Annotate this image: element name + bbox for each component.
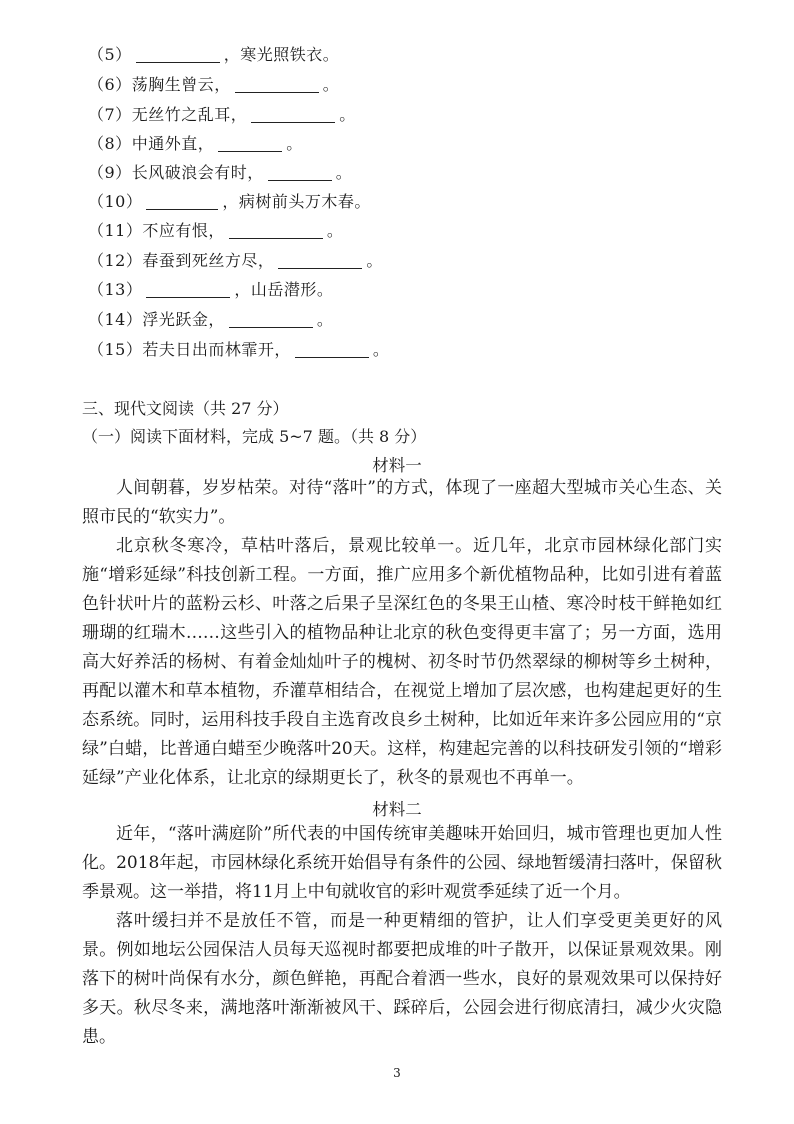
paragraph: 落叶缓扫并不是放任不管，而是一种更精细的管护，让人们享受更美更好的风景。例如地坛公园保洁人员每天巡视时都要把成堆的叶子散开，以保证景观效果。刚落下的树叶尚保有水分，颜色鲜艳，再配合着洒一些水，良好的景观效果可以保持好多天。秋尽冬来，满地落叶渐渐被风干、踩碎后，公园会进行彻底清扫，减少火灾隐患。: [82, 911, 722, 1047]
item-number: （14）: [88, 310, 143, 329]
fill-blank-15: （15）若夫日出而林霏开， 。: [88, 340, 390, 359]
paragraph: 北京秋冬寒冷，草枯叶落后，景观比较单一。近几年，北京市园林绿化部门实施“增彩延绿”科技创新工程。一方面，推广应用多个新优植物品种，比如引进有着蓝色针状叶片的蓝粉云杉、叶落之后果子呈深红色的冬果王山楂、寒冷时枝干鲜艳如红珊瑚的红瑞木……这些引入的植物品种让北京的秋色变得更丰富了；另一方面，选用高大好养活的杨树、有着金灿灿叶子的槐树、初冬时节仍然翠绿的柳树等乡土树种，再配以灌木和草本植物，乔灌草相结合，在视觉上增加了层次感，也构建起更好的生态系统。同时，运用科技手段自主选育改良乡土树种，比如近年来许多公园应用的“京绿”白蜡，比普通白蜡至少晚落叶20天。这样，构建起完善的以科技研发引领的“增彩延绿”产业化体系，让北京的绿期更长了，秋冬的景观也不再单一。: [82, 536, 722, 788]
answer-blank[interactable]: [295, 356, 369, 358]
answer-blank[interactable]: [278, 267, 362, 269]
answer-blank[interactable]: [146, 208, 218, 210]
answer-blank[interactable]: [218, 150, 282, 152]
item-number: （8）: [88, 134, 132, 153]
fill-blank-7: （7）无丝竹之乱耳， 。: [88, 105, 356, 124]
item-number: （15）: [88, 340, 143, 359]
fill-blank-14: （14）浮光跃金， 。: [88, 310, 334, 329]
fill-blank-9: （9）长风破浪会有时， 。: [88, 163, 353, 182]
item-number: （12）: [88, 251, 143, 270]
answer-blank[interactable]: [229, 237, 323, 239]
item-number: （5）: [88, 45, 132, 64]
fill-blank-13: （13） ，山岳潜形。: [88, 280, 334, 299]
item-number: （13）: [88, 280, 143, 299]
paragraph: 人间朝暮，岁岁枯荣。对待“落叶”的方式，体现了一座超大型城市关心生态、关照市民的“软实力”。: [82, 478, 722, 527]
answer-blank[interactable]: [229, 326, 313, 328]
paragraph: 近年，“落叶满庭阶”所代表的中国传统审美趣味开始回归，城市管理也更加人性化。2018年起，市园林绿化系统开始倡导有条件的公园、绿地暂缓清扫落叶，保留秋季景观。这一举措，将11月上中旬就收官的彩叶观赏季延续了近一个月。: [82, 824, 722, 902]
fill-blank-11: （11）不应有恨， 。: [88, 221, 344, 240]
answer-blank[interactable]: [235, 91, 319, 93]
section-title: 三、现代文阅读（共 27 分）: [82, 399, 289, 418]
fill-blank-6: （6）荡胸生曾云， 。: [88, 75, 340, 94]
material-2-body: [82, 820, 722, 1052]
item-number: （9）: [88, 163, 132, 182]
answer-blank[interactable]: [146, 296, 230, 298]
material-1-body: [82, 474, 722, 793]
material-2-heading: 材料二: [372, 800, 422, 819]
fill-blank-5: （5） ，寒光照铁衣。: [88, 45, 340, 64]
material-1-heading: 材料一: [372, 456, 422, 475]
fill-blank-12: （12）春蚕到死丝方尽， 。: [88, 251, 383, 270]
item-number: （7）: [88, 105, 132, 124]
item-number: （11）: [88, 221, 143, 240]
page-number: 3: [393, 1066, 401, 1080]
fill-blank-10: （10） ，病树前头万木春。: [88, 192, 371, 211]
answer-blank[interactable]: [136, 61, 220, 63]
item-number: （6）: [88, 75, 132, 94]
fill-blank-8: （8）中通外直， 。: [88, 134, 303, 153]
answer-blank[interactable]: [251, 121, 335, 123]
item-number: （10）: [88, 192, 143, 211]
answer-blank[interactable]: [268, 179, 332, 181]
subsection-title: （一）阅读下面材料，完成 5~7 题。（共 8 分）: [82, 427, 427, 446]
